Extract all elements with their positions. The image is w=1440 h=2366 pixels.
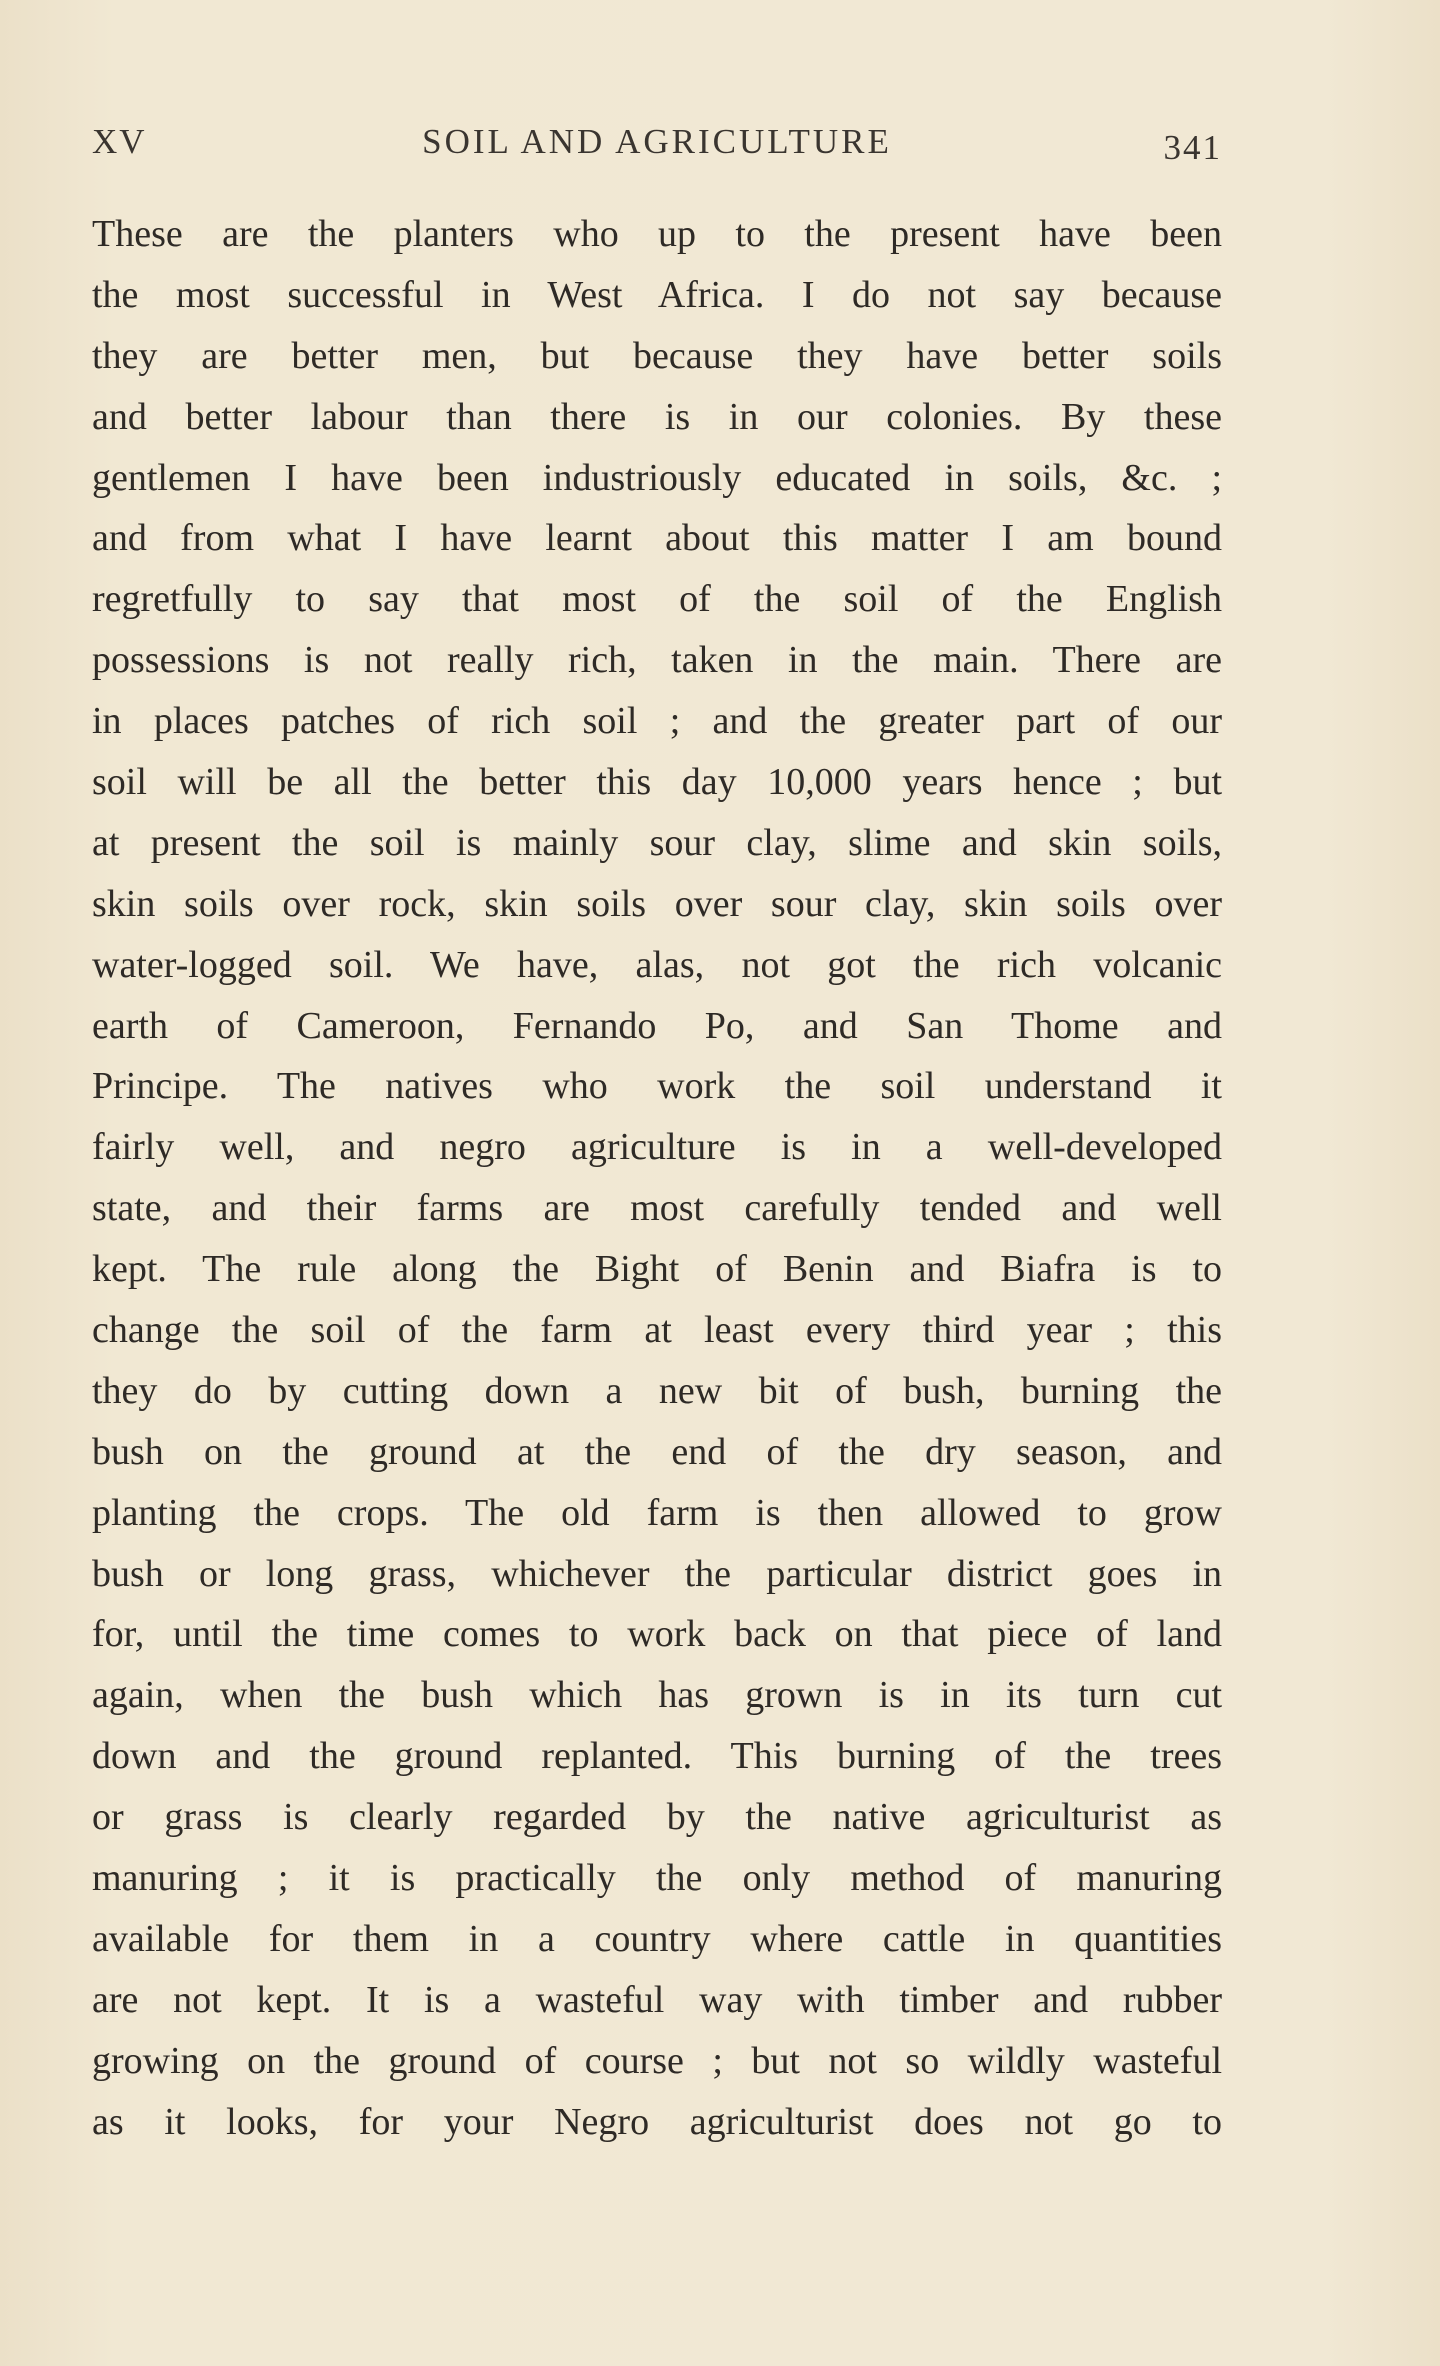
- text-line: gentlemen I have been industriously educated in soils, &c. ;: [92, 456, 1222, 499]
- text-line: manuring ; it is practically the only method of manuring: [92, 1857, 1222, 1900]
- text-line: bush or long grass, whichever the particular district goes in: [92, 1552, 1222, 1595]
- text-line: as it looks, for your Negro agriculturist does not go to: [92, 2100, 1222, 2143]
- chapter-title: SOIL AND AGRICULTURE: [422, 122, 892, 161]
- text-line: water-logged soil. We have, alas, not got the rich volcanic: [92, 943, 1222, 986]
- text-line: growing on the ground of course ; but not so wildly wasteful: [92, 2039, 1222, 2082]
- text-line: possessions is not really rich, taken in the main. There are: [92, 639, 1222, 682]
- text-line: down and the ground replanted. This burning of the trees: [92, 1735, 1222, 1778]
- text-line: earth of Cameroon, Fernando Po, and San Thome and: [92, 1004, 1222, 1047]
- text-line: skin soils over rock, skin soils over sour clay, skin soils over: [92, 882, 1222, 925]
- text-line: bush on the ground at the end of the dry season, and: [92, 1430, 1222, 1473]
- page-number: 341: [1163, 128, 1222, 167]
- text-line: they are better men, but because they have better soils: [92, 334, 1222, 377]
- text-line: Principe. The natives who work the soil understand it: [92, 1065, 1222, 1108]
- text-line: change the soil of the farm at least every third year ; this: [92, 1309, 1222, 1352]
- text-line: again, when the bush which has grown is in its turn cut: [92, 1674, 1222, 1717]
- text-line: are not kept. It is a wasteful way with timber and rubber: [92, 1978, 1222, 2021]
- chapter-number: XV: [92, 122, 147, 161]
- running-head: [92, 118, 1222, 168]
- text-line: at present the soil is mainly sour clay, slime and skin soils,: [92, 821, 1222, 864]
- text-line: or grass is clearly regarded by the native agriculturist as: [92, 1796, 1222, 1839]
- text-line: and from what I have learnt about this matter I am bound: [92, 517, 1222, 560]
- text-line: regretfully to say that most of the soil of the English: [92, 578, 1222, 621]
- text-line: planting the crops. The old farm is then allowed to grow: [92, 1491, 1222, 1534]
- text-line: kept. The rule along the Bight of Benin and Biafra is to: [92, 1248, 1222, 1291]
- text-line: available for them in a country where cattle in quantities: [92, 1917, 1222, 1960]
- text-line: soil will be all the better this day 10,000 years hence ; but: [92, 761, 1222, 804]
- text-line: and better labour than there is in our colonies. By these: [92, 395, 1222, 438]
- text-line: These are the planters who up to the present have been: [92, 213, 1222, 255]
- text-line: fairly well, and negro agriculture is in a well-developed: [92, 1126, 1222, 1169]
- text-line: state, and their farms are most carefully tended and well: [92, 1187, 1222, 1230]
- body-paragraph: [92, 204, 1222, 2153]
- text-line: they do by cutting down a new bit of bush, burning the: [92, 1369, 1222, 1412]
- text-line: for, until the time comes to work back on that piece of land: [92, 1613, 1222, 1656]
- text-line: in places patches of rich soil ; and the greater part of our: [92, 700, 1222, 743]
- text-line: the most successful in West Africa. I do not say because: [92, 273, 1222, 316]
